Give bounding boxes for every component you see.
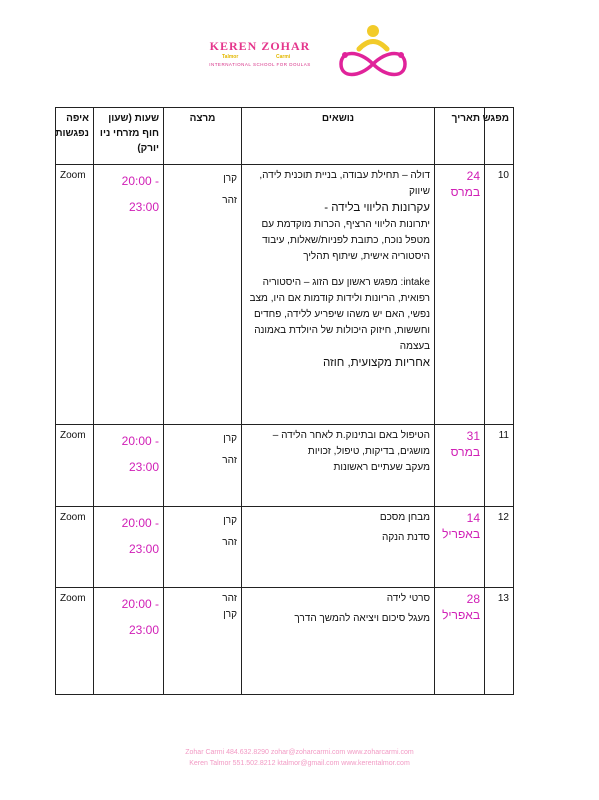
table-row	[56, 165, 514, 425]
session-date: 24 במרס	[435, 165, 485, 425]
brand-logo-text	[200, 40, 320, 68]
topic-line: דולה – תחילת עבודה, בניית תוכנית לידה, שיווק	[259, 170, 430, 197]
topic-line: יתרונות הליווי הרציף, הכרות מוקדמת עם מטפל נוכח, כתובת לפניות/שאלות, עיבוד היסטוריה אישית, שיתוף תהליך	[261, 219, 430, 262]
footer-contact-keren: Keren Talmor 551.502.8212 ktalmor@gmail.com www.kerentalmor.com	[189, 760, 410, 767]
session-number: 10	[485, 165, 514, 425]
table-row	[56, 588, 514, 695]
table-header-row	[56, 108, 514, 165]
table-row	[56, 425, 514, 507]
session-location: Zoom	[56, 165, 94, 425]
header-topics: נושאים	[242, 108, 435, 165]
lecturer-name: זהר	[222, 195, 237, 206]
doula-logo-icon	[335, 22, 410, 80]
contact-footer	[0, 747, 599, 769]
lecturer-name: זהר	[222, 593, 237, 604]
topic-line: סדנת הנקה	[382, 532, 430, 543]
header-where: איפה נפגשות	[56, 108, 94, 165]
topic-line: מעקב שעתיים ראשונות	[333, 462, 430, 473]
session-location: Zoom	[56, 425, 94, 507]
spacer	[246, 265, 430, 275]
session-topics	[242, 165, 435, 425]
session-number: 13	[485, 588, 514, 695]
session-hours	[94, 165, 164, 425]
lecturer-name: קרן	[223, 433, 237, 444]
brand-subnames	[200, 53, 320, 62]
topic-line: סרטי לידה	[386, 593, 430, 604]
time-from: 20:00 -	[121, 516, 159, 530]
session-location: Zoom	[56, 588, 94, 695]
session-date: 28 באפריל	[435, 588, 485, 695]
session-hours	[94, 588, 164, 695]
time-from: 20:00 -	[121, 174, 159, 188]
brand-tagline: INTERNATIONAL SCHOOL FOR DOULAS	[209, 62, 311, 67]
session-lecturer	[164, 507, 242, 588]
time-from: 20:00 -	[121, 434, 159, 448]
session-number: 11	[485, 425, 514, 507]
session-location: Zoom	[56, 507, 94, 588]
topic-line: intake: מפגש ראשון עם הזוג – היסטוריה רפואית, הריונות ולידות קודמות אם היו, מצב נפשי, האם יש משהו שיפריע ללידה, פחדים וחששות, חיזוק היכולות של היולדת באמונה בעצמה	[249, 277, 430, 352]
session-topics	[242, 507, 435, 588]
table-row	[56, 507, 514, 588]
lecturer-name: זהר	[222, 455, 237, 466]
time-to: 23:00	[128, 623, 159, 637]
topic-line: אחריות מקצועית, חוזה	[323, 357, 430, 369]
time-to: 23:00	[128, 460, 159, 474]
brand-name: KEREN ZOHAR	[209, 39, 311, 53]
session-hours	[94, 507, 164, 588]
session-hours	[94, 425, 164, 507]
topic-line: מבחן מסכם	[379, 512, 430, 523]
session-topics	[242, 588, 435, 695]
header-date: תאריך	[435, 108, 485, 165]
topic-line: הטיפול באם ובתינוק.ת לאחר הלידה – מושגים, בדיקות, טיפול, זכויות	[272, 430, 430, 457]
footer-contact-zohar: Zohar Carmi 484.632.8290 zohar@zoharcarmi.com www.zoharcarmi.com	[185, 749, 414, 756]
topic-line: מעגל סיכום ויציאה להמשך הדרך	[294, 613, 430, 624]
header-hours: שעות (שעון חוף מזרחי ניו יורק)	[94, 108, 164, 165]
session-topics	[242, 425, 435, 507]
session-date: 14 באפריל	[435, 507, 485, 588]
session-lecturer	[164, 588, 242, 695]
page-header	[0, 0, 599, 100]
lecturer-name: קרן	[223, 173, 237, 184]
time-to: 23:00	[128, 542, 159, 556]
time-to: 23:00	[128, 200, 159, 214]
lecturer-name: זהר	[222, 537, 237, 548]
time-from: 20:00 -	[121, 597, 159, 611]
session-date: 31 במרס	[435, 425, 485, 507]
course-schedule-table	[55, 107, 514, 695]
session-lecturer	[164, 425, 242, 507]
header-lecturer: מרצה	[164, 108, 242, 165]
brand-sub-right: Carmi	[276, 54, 291, 60]
header-session: מפגש	[485, 108, 514, 165]
lecturer-name: קרן	[223, 515, 237, 526]
session-number: 12	[485, 507, 514, 588]
session-lecturer	[164, 165, 242, 425]
topic-line: עקרונות הליווי בלידה -	[324, 202, 430, 214]
lecturer-name: קרן	[223, 609, 237, 620]
brand-sub-left: Talmor	[222, 54, 239, 60]
